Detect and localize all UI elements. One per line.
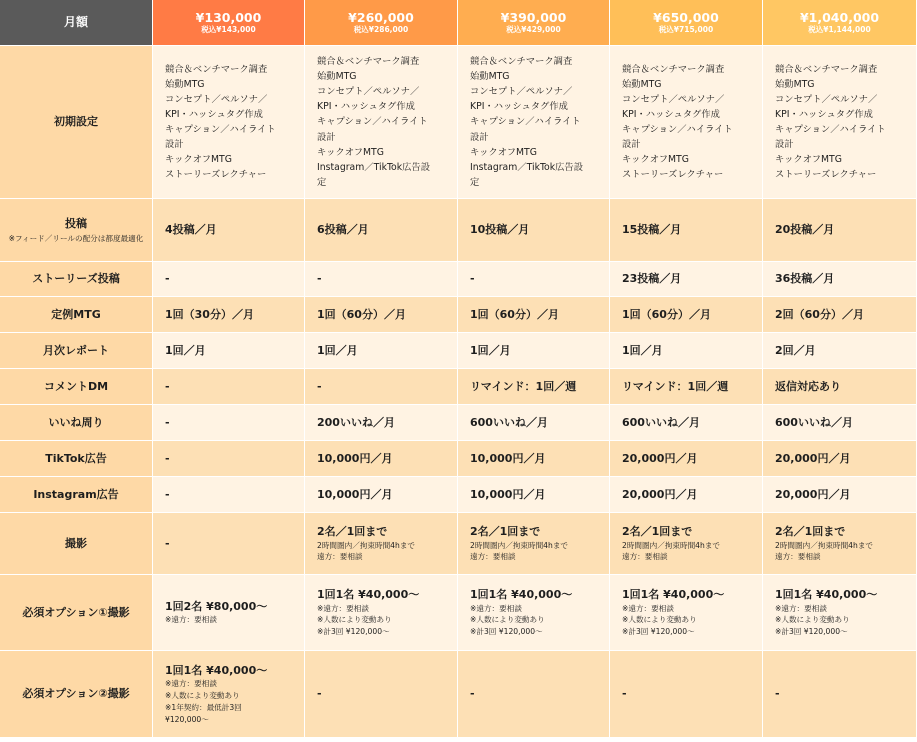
cell-value: 20,000円／月 xyxy=(775,451,851,465)
plan-cell xyxy=(458,333,610,369)
setup-item: ストーリーズレクチャー xyxy=(165,169,267,181)
cell-value: 1回1名 ¥40,000〜 xyxy=(317,588,420,602)
cell-value: - xyxy=(165,451,170,465)
plan-cell xyxy=(153,199,305,262)
cell-note: 2時間圏内／拘束時間4hまで xyxy=(775,540,874,550)
setup-item: キックオフMTG xyxy=(622,154,689,166)
cell-note: ※人数により変動あり xyxy=(165,691,240,701)
plan-cell xyxy=(763,513,917,575)
plan-cell xyxy=(763,575,917,651)
row-label-text: ストーリーズ投稿 xyxy=(32,272,120,286)
cell-value: - xyxy=(165,487,170,501)
cell-value: 6投稿／月 xyxy=(317,223,369,237)
setup-item: 設計 xyxy=(470,131,489,143)
cell-value: - xyxy=(165,415,170,429)
cell-value: 2回（60分）／月 xyxy=(775,307,864,321)
cell-value: 10投稿／月 xyxy=(470,223,530,237)
setup-item: 始動MTG xyxy=(317,71,357,83)
setup-item-list xyxy=(165,62,296,182)
setup-item: ストーリーズレクチャー xyxy=(775,169,877,181)
setup-item-list xyxy=(317,54,449,189)
plan-cell xyxy=(763,477,917,513)
cell-note: 遠方：要相談 xyxy=(470,552,516,562)
cell-note: ¥120,000〜 xyxy=(165,714,209,724)
cell-value: 23投稿／月 xyxy=(622,272,682,286)
setup-item: コンセプト／ペルソナ／ xyxy=(470,86,573,98)
row-label xyxy=(0,333,153,369)
cell-value: 返信対応あり xyxy=(775,379,841,393)
cell-note: ※人数により変動あり xyxy=(775,615,850,625)
plan-price: ¥650,000 xyxy=(653,10,719,26)
cell-value: リマインド：1回／週 xyxy=(470,379,577,393)
plan-cell xyxy=(305,46,458,199)
row-label-text: 投稿 xyxy=(65,216,87,230)
plan-cell xyxy=(305,199,458,262)
plan-cell xyxy=(153,575,305,651)
cell-value: - xyxy=(317,272,322,286)
setup-item: 設計 xyxy=(622,139,641,151)
plan-cell xyxy=(610,513,763,575)
plan-cell xyxy=(305,441,458,477)
cell-value: 15投稿／月 xyxy=(622,223,682,237)
cell-note: 遠方：要相談 xyxy=(775,552,821,562)
setup-item: 定 xyxy=(470,176,480,188)
setup-item: Instagram／TikTok広告設 xyxy=(470,161,584,173)
setup-item: 競合＆ベンチマーク調査 xyxy=(775,63,878,75)
cell-value: - xyxy=(165,379,170,393)
cell-note: ※遠方：要相談 xyxy=(470,603,522,613)
plan-price-tax-included: 税込¥715,000 xyxy=(658,25,714,35)
plan-cell xyxy=(458,262,610,297)
cell-note: ※人数により変動あり xyxy=(470,615,545,625)
setup-item: KPI・ハッシュタグ作成 xyxy=(317,101,415,113)
setup-item: 競合＆ベンチマーク調査 xyxy=(470,56,573,68)
cell-value: 200いいね／月 xyxy=(317,415,395,429)
cell-value: 600いいね／月 xyxy=(470,415,548,429)
row-label-text: 撮影 xyxy=(65,536,87,550)
plan-cell xyxy=(610,369,763,405)
cell-value: - xyxy=(470,272,475,286)
cell-value: リマインド：1回／週 xyxy=(622,379,729,393)
row-label xyxy=(0,262,153,297)
row-label xyxy=(0,441,153,477)
plan-cell xyxy=(305,575,458,651)
plan-cell xyxy=(763,297,917,333)
plan-cell xyxy=(763,262,917,297)
cell-note: ※遠方：要相談 xyxy=(622,603,674,613)
plan-cell xyxy=(458,651,610,738)
setup-item: 競合＆ベンチマーク調査 xyxy=(317,56,420,68)
setup-item: 競合＆ベンチマーク調査 xyxy=(622,63,725,75)
setup-item-list xyxy=(470,54,601,189)
plan-cell xyxy=(610,262,763,297)
setup-item: キックオフMTG xyxy=(165,154,232,166)
cell-value: - xyxy=(317,687,322,701)
cell-value: 1回（30分）／月 xyxy=(165,307,254,321)
plan-cell xyxy=(458,46,610,199)
row-label-text: Instagram広告 xyxy=(33,487,119,501)
cell-value: - xyxy=(622,687,627,701)
plan-cell xyxy=(763,333,917,369)
plan-cell xyxy=(610,441,763,477)
cell-note: 2時間圏内／拘束時間4hまで xyxy=(470,540,569,550)
plan-cell xyxy=(458,405,610,441)
plan-cell xyxy=(153,405,305,441)
plan-price: ¥390,000 xyxy=(500,10,567,26)
cell-note: ※遠方：要相談 xyxy=(775,603,827,613)
plan-cell xyxy=(153,513,305,575)
plan-cell xyxy=(610,651,763,738)
plan-cell xyxy=(305,651,458,738)
plan-cell xyxy=(458,575,610,651)
cell-note: 遠方：要相談 xyxy=(317,552,363,562)
plan-cell xyxy=(305,262,458,297)
row-label xyxy=(0,575,153,651)
plan-cell xyxy=(153,477,305,513)
plan-cell xyxy=(610,297,763,333)
plan-cell xyxy=(458,369,610,405)
setup-item: キャプション／ハイライト xyxy=(622,124,733,135)
plan-header-2 xyxy=(305,0,458,46)
setup-item: コンセプト／ペルソナ／ xyxy=(165,93,268,105)
row-label-text: TikTok広告 xyxy=(45,451,107,465)
plan-cell xyxy=(763,369,917,405)
cell-value: 1回／月 xyxy=(317,343,358,357)
cell-value: 600いいね／月 xyxy=(775,415,853,429)
setup-item: KPI・ハッシュタグ作成 xyxy=(165,108,263,120)
cell-note: 遠方：要相談 xyxy=(622,552,668,562)
cell-note: 2時間圏内／拘束時間4hまで xyxy=(317,540,416,550)
plan-cell xyxy=(153,651,305,738)
cell-value: 10,000円／月 xyxy=(470,451,546,465)
row-label xyxy=(0,199,153,262)
cell-value: 2名／1回まで xyxy=(622,524,693,538)
cell-value: 2名／1回まで xyxy=(470,524,541,538)
plan-cell xyxy=(458,297,610,333)
setup-item: KPI・ハッシュタグ作成 xyxy=(470,101,568,113)
plan-cell xyxy=(153,369,305,405)
setup-item: 始動MTG xyxy=(622,78,662,90)
setup-item: 始動MTG xyxy=(470,71,510,83)
cell-value: 1回（60分）／月 xyxy=(470,307,559,321)
plan-cell xyxy=(763,651,917,738)
cell-value: 20投稿／月 xyxy=(775,223,835,237)
cell-note: ※遠方：要相談 xyxy=(165,615,217,625)
setup-item: 始動MTG xyxy=(775,78,815,90)
plan-cell xyxy=(305,405,458,441)
setup-item: キックオフMTG xyxy=(470,146,537,158)
plan-price: ¥260,000 xyxy=(348,10,414,26)
plan-cell xyxy=(305,513,458,575)
cell-value: 20,000円／月 xyxy=(775,487,851,501)
plan-cell xyxy=(153,297,305,333)
plan-cell xyxy=(153,46,305,199)
cell-value: 600いいね／月 xyxy=(622,415,700,429)
setup-item: キャプション／ハイライト xyxy=(470,116,581,128)
plan-cell xyxy=(610,405,763,441)
row-label-note: ※フィード／リールの配分は都度最適化 xyxy=(8,234,144,244)
plan-cell xyxy=(153,333,305,369)
cell-value: 2回／月 xyxy=(775,343,816,357)
cell-value: 1回（60分）／月 xyxy=(622,307,711,321)
row-label xyxy=(0,513,153,575)
setup-item: KPI・ハッシュタグ作成 xyxy=(775,108,873,120)
cell-value: - xyxy=(470,687,475,701)
setup-item: 設計 xyxy=(165,139,184,151)
setup-item: KPI・ハッシュタグ作成 xyxy=(622,108,720,120)
plan-cell xyxy=(458,199,610,262)
cell-value: 1回／月 xyxy=(470,343,511,357)
plan-header-3 xyxy=(458,0,610,46)
plan-cell xyxy=(763,46,917,199)
plan-cell xyxy=(763,199,917,262)
plan-cell xyxy=(763,441,917,477)
setup-item: コンセプト／ペルソナ／ xyxy=(622,93,725,105)
plan-price: ¥130,000 xyxy=(195,10,262,26)
plan-cell xyxy=(153,262,305,297)
plan-cell xyxy=(458,513,610,575)
row-label xyxy=(0,297,153,333)
setup-item: キャプション／ハイライト xyxy=(317,116,428,128)
setup-item: キャプション／ハイライト xyxy=(775,124,886,135)
setup-item-list xyxy=(775,62,908,182)
cell-value: 20,000円／月 xyxy=(622,487,698,501)
cell-value: 1回1名 ¥40,000〜 xyxy=(622,588,725,602)
setup-item-list xyxy=(622,62,754,182)
cell-note: ※計3回 ¥120,000〜 xyxy=(317,627,390,637)
cell-value: - xyxy=(165,536,170,550)
plan-price-tax-included: 税込¥429,000 xyxy=(506,25,561,35)
plan-price-tax-included: 税込¥143,000 xyxy=(201,25,256,35)
setup-item: 競合＆ベンチマーク調査 xyxy=(165,63,268,75)
row-label xyxy=(0,46,153,199)
plan-header-5 xyxy=(763,0,917,46)
cell-note: ※遠方：要相談 xyxy=(317,603,369,613)
plan-price-tax-included: 税込¥286,000 xyxy=(353,25,409,35)
cell-note: ※計3回 ¥120,000〜 xyxy=(622,627,695,637)
setup-item: コンセプト／ペルソナ／ xyxy=(317,86,420,98)
cell-value: 10,000円／月 xyxy=(317,487,393,501)
cell-note: ※遠方：要相談 xyxy=(165,679,217,689)
row-label xyxy=(0,369,153,405)
cell-note: 2時間圏内／拘束時間4hまで xyxy=(622,540,721,550)
setup-item: 始動MTG xyxy=(165,78,205,90)
cell-note: ※人数により変動あり xyxy=(622,615,697,625)
setup-item: 設計 xyxy=(775,139,794,151)
cell-value: 2名／1回まで xyxy=(317,524,388,538)
plan-cell xyxy=(610,575,763,651)
cell-value: 1回1名 ¥40,000〜 xyxy=(775,588,878,602)
plan-cell xyxy=(610,46,763,199)
cell-value: 1回（60分）／月 xyxy=(317,307,406,321)
cell-value: 36投稿／月 xyxy=(775,272,835,286)
plan-cell xyxy=(458,441,610,477)
plan-cell xyxy=(458,477,610,513)
cell-value: - xyxy=(317,379,322,393)
cell-value: 1回／月 xyxy=(622,343,663,357)
plan-header-4 xyxy=(610,0,763,46)
header-label-cell: 月額 xyxy=(0,0,153,46)
plan-cell xyxy=(305,369,458,405)
row-label xyxy=(0,477,153,513)
plan-cell xyxy=(763,405,917,441)
row-label-text: 定例MTG xyxy=(51,307,101,321)
row-label-text: いいね周り xyxy=(48,415,104,429)
cell-value: 10,000円／月 xyxy=(317,451,393,465)
row-label-text: 必須オプション②撮影 xyxy=(22,687,130,701)
cell-value: 4投稿／月 xyxy=(165,223,217,237)
cell-note: ※計3回 ¥120,000〜 xyxy=(775,627,848,637)
plan-cell xyxy=(305,333,458,369)
cell-note: ※計3回 ¥120,000〜 xyxy=(470,627,543,637)
setup-item: ストーリーズレクチャー xyxy=(622,169,724,181)
plan-price: ¥1,040,000 xyxy=(799,10,880,26)
setup-item: 定 xyxy=(317,176,327,188)
row-label xyxy=(0,651,153,738)
cell-value: 20,000円／月 xyxy=(622,451,698,465)
plan-cell xyxy=(610,333,763,369)
row-label-text: 月次レポート xyxy=(43,343,109,357)
setup-item: コンセプト／ペルソナ／ xyxy=(775,93,878,105)
plan-price-tax-included: 税込¥1,144,000 xyxy=(808,25,871,35)
plan-cell xyxy=(610,477,763,513)
setup-item: 設計 xyxy=(317,131,336,143)
row-label-text: 必須オプション①撮影 xyxy=(22,605,130,619)
plan-header-1 xyxy=(153,0,305,46)
setup-item: キャプション／ハイライト xyxy=(165,124,276,135)
cell-value: - xyxy=(165,272,170,286)
cell-value: - xyxy=(775,687,780,701)
cell-value: 1回／月 xyxy=(165,343,206,357)
setup-item: Instagram／TikTok広告設 xyxy=(317,161,431,173)
plan-cell xyxy=(610,199,763,262)
cell-value: 1回2名 ¥80,000〜 xyxy=(165,599,268,613)
setup-item: キックオフMTG xyxy=(317,146,384,158)
cell-value: 1回1名 ¥40,000〜 xyxy=(470,588,573,602)
row-label-text: コメントDM xyxy=(43,379,109,393)
cell-note: ※人数により変動あり xyxy=(317,615,392,625)
plan-cell xyxy=(305,477,458,513)
cell-value: 2名／1回まで xyxy=(775,524,846,538)
row-label-text: 初期設定 xyxy=(54,115,98,129)
cell-note: ※1年契約：最低計3回 xyxy=(165,702,242,712)
row-label xyxy=(0,405,153,441)
plan-cell xyxy=(305,297,458,333)
setup-item: キックオフMTG xyxy=(775,154,842,166)
plan-cell xyxy=(153,441,305,477)
cell-value: 1回1名 ¥40,000〜 xyxy=(165,663,268,677)
cell-value: 10,000円／月 xyxy=(470,487,546,501)
